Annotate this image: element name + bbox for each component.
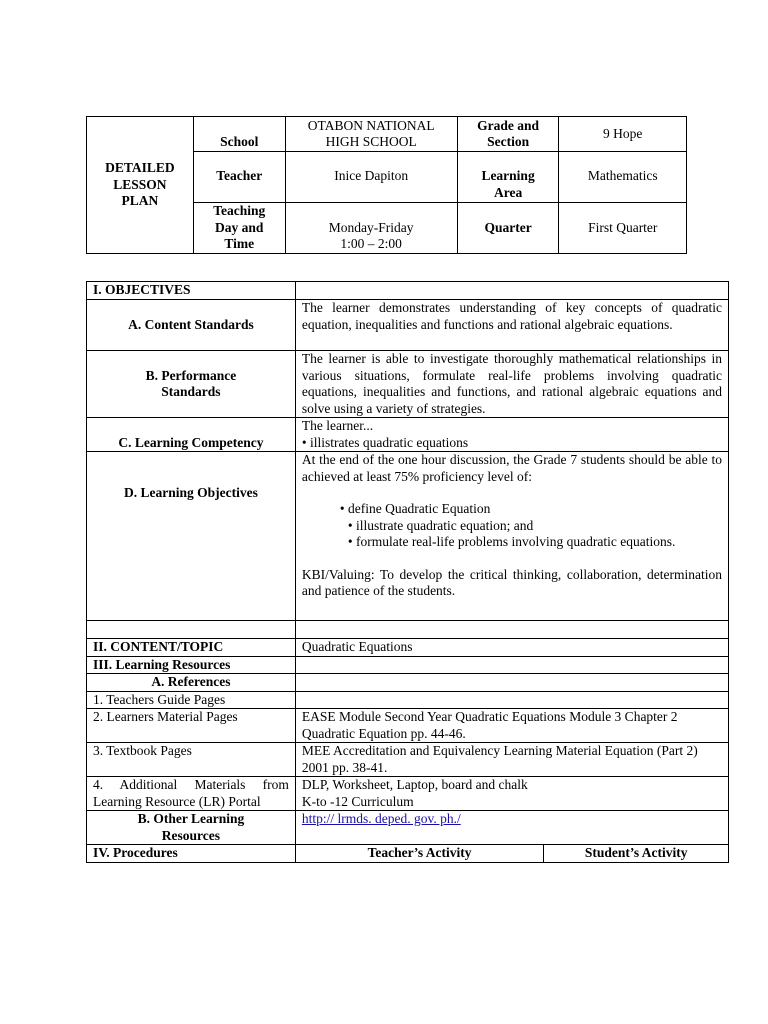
kbi-valuing: KBI/Valuing: To develop the critical thinking, collaboration, determination and patience of the students. bbox=[301, 566, 722, 598]
learning-resources-heading: III. Learning Resources bbox=[87, 656, 296, 674]
additional-materials-line: DLP, Worksheet, Laptop, board and chalk bbox=[301, 777, 528, 792]
grade-value: 9 Hope bbox=[559, 117, 687, 152]
content-standards-label: A. Content Standards bbox=[87, 300, 296, 351]
teacher-label: Teacher bbox=[193, 152, 285, 203]
time-hours: 1:00 – 2:00 bbox=[340, 236, 402, 251]
dlp-title-text: DETAILED LESSON PLAN bbox=[105, 160, 175, 208]
learning-objectives-label: D. Learning Objectives bbox=[87, 452, 296, 621]
references-heading: A. References bbox=[87, 674, 296, 692]
textbook-value: MEE Accreditation and Equivalency Learning Material Equation (Part 2) 2001 pp. 38-41. bbox=[295, 743, 728, 777]
content-topic-value: Quadratic Equations bbox=[295, 639, 728, 657]
area-value: Mathematics bbox=[559, 152, 687, 203]
learning-objectives-text bbox=[295, 452, 728, 621]
learning-competency-label: C. Learning Competency bbox=[87, 418, 296, 452]
additional-materials-line: K-to -12 Curriculum bbox=[301, 793, 414, 809]
quarter-value: First Quarter bbox=[559, 203, 687, 254]
other-resources-label bbox=[87, 811, 296, 845]
time-value bbox=[285, 203, 457, 254]
lrmds-link[interactable]: http:// lrmds. deped. gov. ph./ bbox=[301, 811, 461, 826]
lesson-plan-table bbox=[86, 281, 729, 863]
objectives-heading-empty bbox=[295, 282, 728, 300]
performance-standards-text: The learner is able to investigate thoroughly mathematical relationships in various situations, formulate real-life problems involving quadratic equations, inequalities and functions, and rational algebraic equations and solve using a variety of strategies. bbox=[295, 351, 728, 418]
learners-material-value: EASE Module Second Year Quadratic Equations Module 3 Chapter 2 Quadratic Equation pp. 44-46. bbox=[295, 709, 728, 743]
teacher-value: Inice Dapiton bbox=[285, 152, 457, 203]
quarter-label: Quarter bbox=[457, 203, 559, 254]
objectives-heading: I. OBJECTIVES bbox=[87, 282, 296, 300]
spacer-cell bbox=[295, 621, 728, 639]
grade-label-text: Grade and Section bbox=[477, 117, 540, 149]
learners-material-label: 2. Learners Material Pages bbox=[87, 709, 296, 743]
references-empty bbox=[295, 674, 728, 692]
learning-competency-text bbox=[295, 418, 728, 452]
additional-materials-value bbox=[295, 777, 728, 811]
procedures-heading: IV. Procedures bbox=[87, 845, 296, 863]
other-resources-value bbox=[295, 811, 728, 845]
additional-materials-label: 4. Additional Materials from Learning Resource (LR) Portal bbox=[87, 777, 296, 811]
teachers-guide-value bbox=[295, 691, 728, 709]
content-standards-text: The learner demonstrates understanding of key concepts of quadratic equation, inequalities and functions and rational algebraic equations. bbox=[295, 300, 728, 351]
lo-intro: At the end of the one hour discussion, the Grade 7 students should be able to achieved at least 75% proficiency level of: bbox=[301, 452, 722, 484]
content-topic-heading: II. CONTENT/TOPIC bbox=[87, 639, 296, 657]
teachers-guide-label: 1. Teachers Guide Pages bbox=[87, 691, 296, 709]
school-value bbox=[285, 117, 457, 152]
teacher-activity-header: Teacher’s Activity bbox=[295, 845, 543, 863]
time-days: Monday-Friday bbox=[328, 219, 414, 235]
competency-item: • illistrates quadratic equations bbox=[301, 434, 469, 450]
textbook-label: 3. Textbook Pages bbox=[87, 743, 296, 777]
grade-label bbox=[457, 117, 559, 152]
time-label-text: Teaching Day and Time bbox=[213, 203, 266, 251]
area-label-text: Learning Area bbox=[481, 168, 535, 200]
other-resources-label-text: B. Other Learning Resources bbox=[137, 811, 245, 843]
time-label bbox=[193, 203, 285, 254]
performance-standards-label-text: B. Performance Standards bbox=[145, 367, 237, 399]
school-value-text: OTABON NATIONAL HIGH SCHOOL bbox=[307, 117, 435, 149]
dlp-title bbox=[87, 117, 194, 254]
performance-standards-label bbox=[87, 351, 296, 418]
student-activity-header: Student’s Activity bbox=[544, 845, 729, 863]
school-label: School bbox=[193, 117, 285, 152]
lo-item: • illustrate quadratic equation; and bbox=[347, 517, 534, 533]
learning-resources-empty bbox=[295, 656, 728, 674]
spacer-cell bbox=[87, 621, 296, 639]
area-label bbox=[457, 152, 559, 203]
lo-item: • define Quadratic Equation bbox=[339, 501, 491, 516]
competency-intro: The learner... bbox=[301, 418, 374, 433]
lesson-header-table bbox=[86, 116, 687, 254]
lo-item: • formulate real-life problems involving quadratic equations. bbox=[347, 534, 676, 549]
